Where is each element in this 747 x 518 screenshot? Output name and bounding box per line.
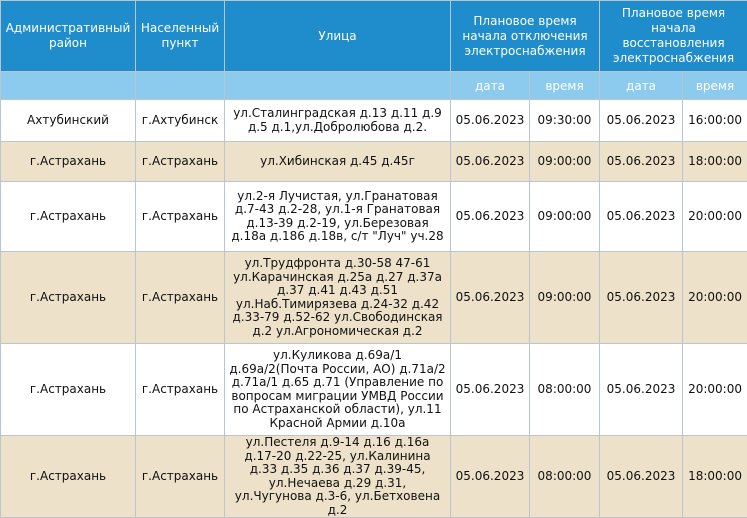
subheader-empty: [225, 72, 451, 100]
subheader-on-time: время: [683, 72, 747, 100]
off-date-cell: 05.06.2023: [451, 182, 530, 252]
on-time-cell: 18:00:00: [683, 142, 747, 182]
table-row: [1, 436, 747, 518]
on-time-cell: 20:00:00: [683, 252, 747, 344]
district-cell: г.Астрахань: [1, 436, 136, 518]
on-time-cell: 16:00:00: [683, 100, 747, 142]
table-row: [1, 100, 747, 142]
header-restore-time: Плановое время начала восстановления электроснабжения: [600, 1, 747, 72]
settlement-cell: г.Астрахань: [136, 436, 225, 518]
on-date-cell: 05.06.2023: [600, 252, 683, 344]
on-date-cell: 05.06.2023: [600, 436, 683, 518]
off-date-cell: 05.06.2023: [451, 142, 530, 182]
table-row: [1, 252, 747, 344]
on-time-cell: 20:00:00: [683, 344, 747, 436]
off-time-cell: 09:30:00: [530, 100, 600, 142]
on-date-cell: 05.06.2023: [600, 344, 683, 436]
street-cell: ул.2-я Лучистая, ул.Гранатовая д.7-43 д.2-28, ул.1-я Гранатовая д.13-39 д.2-19, ул.Березовая д.18а д.186 д.18в, с/т "Луч" уч.28: [225, 182, 451, 252]
off-time-cell: 08:00:00: [530, 436, 600, 518]
header-settlement: Населенный пункт: [136, 1, 225, 72]
street-cell: ул.Сталинградская д.13 д.11 д.9 д.5 д.1,ул.Добролюбова д.2.: [225, 100, 451, 142]
on-time-cell: 18:00:00: [683, 436, 747, 518]
off-date-cell: 05.06.2023: [451, 436, 530, 518]
off-time-cell: 09:00:00: [530, 182, 600, 252]
settlement-cell: г.Астрахань: [136, 344, 225, 436]
on-date-cell: 05.06.2023: [600, 142, 683, 182]
off-time-cell: 09:00:00: [530, 142, 600, 182]
table-row: [1, 182, 747, 252]
subheader-off-date: дата: [451, 72, 530, 100]
settlement-cell: г.Астрахань: [136, 182, 225, 252]
settlement-cell: г.Астрахань: [136, 142, 225, 182]
settlement-cell: г.Астрахань: [136, 252, 225, 344]
header-off-time: Плановое время начала отключения электроснабжения: [451, 1, 600, 72]
subheader-empty: [1, 72, 136, 100]
district-cell: г.Астрахань: [1, 344, 136, 436]
on-date-cell: 05.06.2023: [600, 182, 683, 252]
on-time-cell: 20:00:00: [683, 182, 747, 252]
off-date-cell: 05.06.2023: [451, 100, 530, 142]
street-cell: ул.Пестеля д.9-14 д.16 д.16а д.17-20 д.22-25, ул.Калинина д.33 д.35 д.36 д.37 д.39-45, ул.Нечаева д.29 д.31, ул.Чугунова д.3-6, ул.Бетховена д.2: [225, 436, 451, 518]
off-date-cell: 05.06.2023: [451, 252, 530, 344]
subheader-empty: [136, 72, 225, 100]
header-district: Административный район: [1, 1, 136, 72]
district-cell: г.Астрахань: [1, 252, 136, 344]
off-time-cell: 08:00:00: [530, 344, 600, 436]
table-row: [1, 344, 747, 436]
off-date-cell: 05.06.2023: [451, 344, 530, 436]
district-cell: г.Астрахань: [1, 182, 136, 252]
street-cell: ул.Трудфронта д.30-58 47-61 ул.Карачинская д.25а д.27 д.37а д.37 д.41 д.43 д.51 ул.Наб.Тимирязева д.24-32 д.42 д.33-79 д.52-62 ул.Свободинская д.2 ул.Агрономическая д.2: [225, 252, 451, 344]
street-cell: ул.Хибинская д.45 д.45г: [225, 142, 451, 182]
on-date-cell: 05.06.2023: [600, 100, 683, 142]
subheader-on-date: дата: [600, 72, 683, 100]
subheader-off-time: время: [530, 72, 600, 100]
street-cell: ул.Куликова д.69а/1 д.69а/2(Почта России, АО) д.71а/2 д.71а/1 д.65 д.71 (Управление по вопросам миграции УМВД России по Астраханской области), ул.11 Красной Армии д.10а: [225, 344, 451, 436]
district-cell: г.Астрахань: [1, 142, 136, 182]
header-street: Улица: [225, 1, 451, 72]
table-row: [1, 142, 747, 182]
district-cell: Ахтубинский: [1, 100, 136, 142]
settlement-cell: г.Ахтубинск: [136, 100, 225, 142]
off-time-cell: 09:00:00: [530, 252, 600, 344]
